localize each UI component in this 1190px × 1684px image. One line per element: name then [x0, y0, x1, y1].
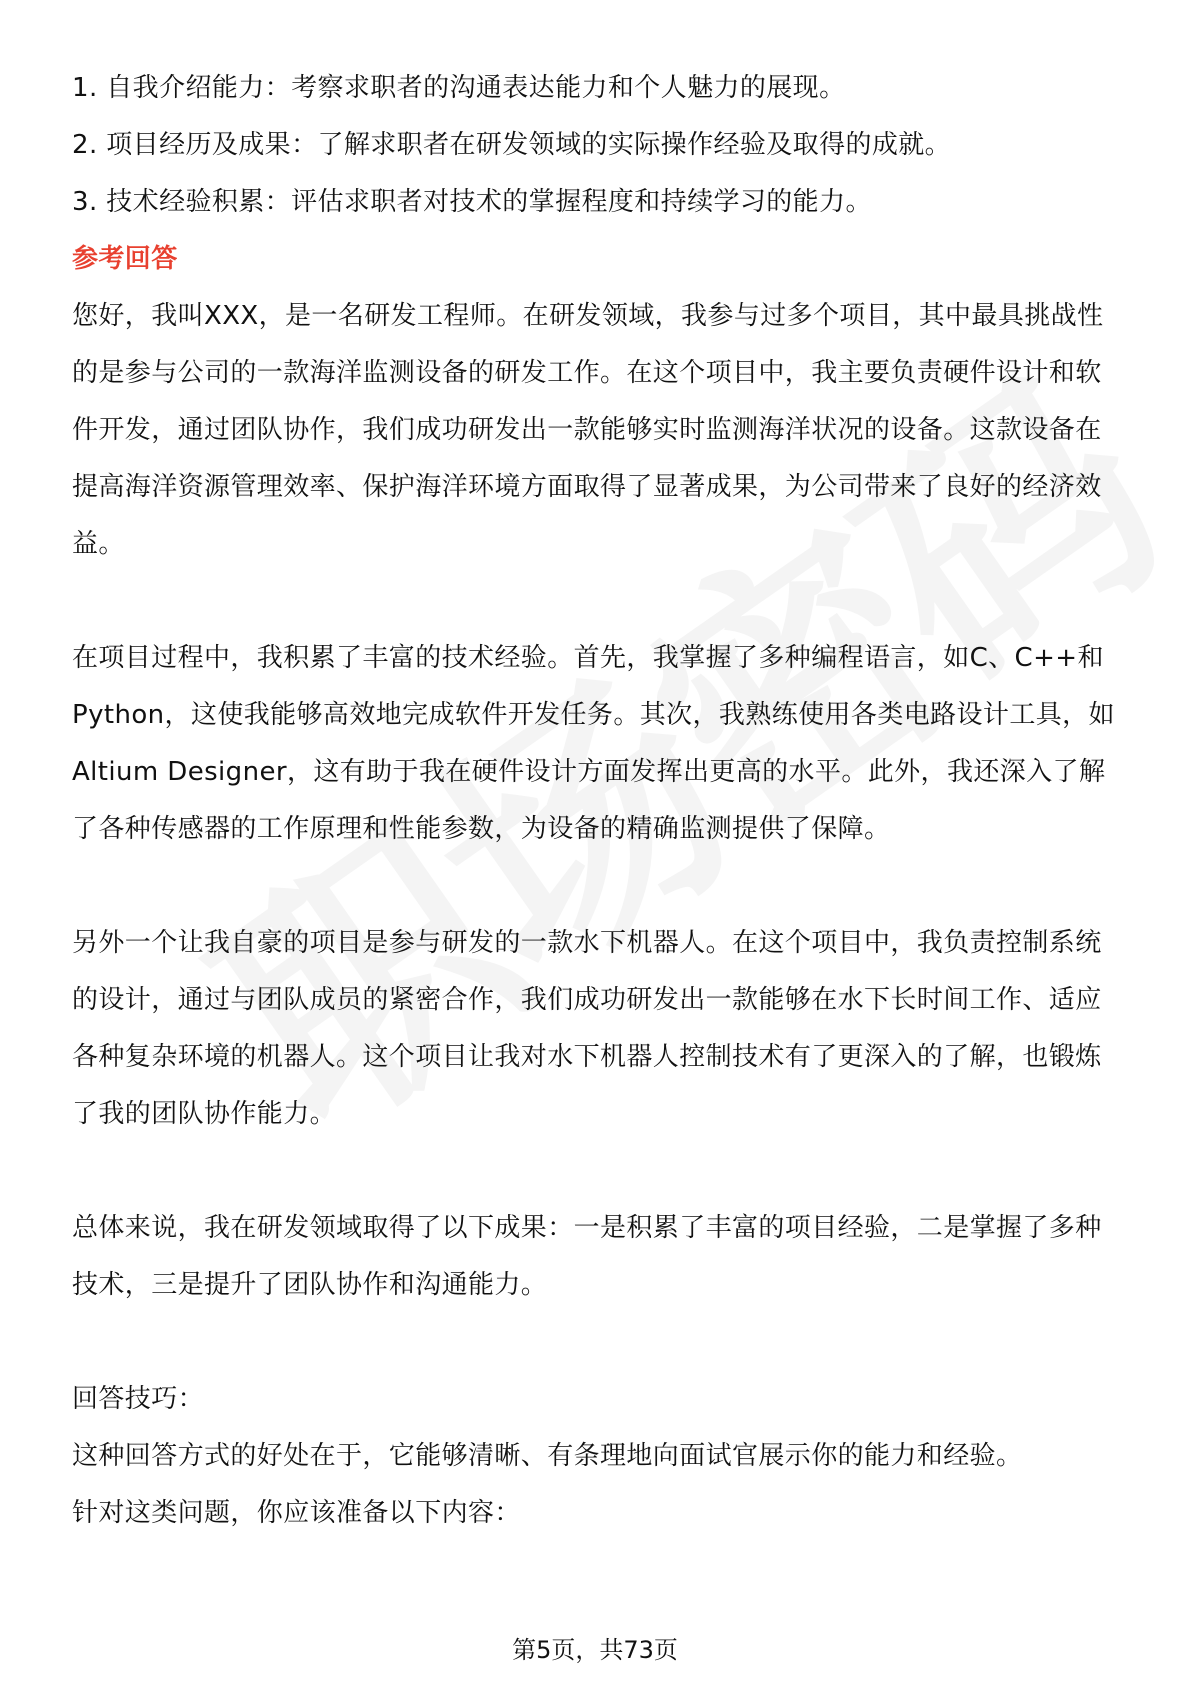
tips-line-1: 这种回答方式的好处在于，它能够清晰、有条理地向面试官展示你的能力和经验。 — [72, 1441, 1023, 1471]
criteria-item-2: 2. 项目经历及成果：了解求职者在研发领域的实际操作经验及取得的成就。 — [72, 130, 952, 160]
answer-heading: 参考回答 — [72, 244, 178, 274]
answer-paragraph-4: 总体来说，我在研发领域取得了以下成果：一是积累了丰富的项目经验，二是掌握了多种技术，三是提升了团队协作和沟通能力。 — [72, 1213, 1102, 1300]
page-content — [72, 60, 1118, 1542]
criteria-item-1: 1. 自我介绍能力：考察求职者的沟通表达能力和个人魅力的展现。 — [72, 73, 846, 103]
tips-title: 回答技巧： — [72, 1384, 205, 1414]
tips-line-2: 针对这类问题，你应该准备以下内容： — [72, 1498, 521, 1528]
answer-paragraph-3: 另外一个让我自豪的项目是参与研发的一款水下机器人。在这个项目中，我负责控制系统的设计，通过与团队成员的紧密合作，我们成功研发出一款能够在水下长时间工作、适应各种复杂环境的机器人。这个项目让我对水下机器人控制技术有了更深入的了解，也锻炼了我的团队协作能力。 — [72, 928, 1102, 1129]
page-number: 第5页，共73页 — [512, 1636, 678, 1664]
criteria-item-3: 3. 技术经验积累：评估求职者对技术的掌握程度和持续学习的能力。 — [72, 187, 872, 217]
answer-paragraph-2: 在项目过程中，我积累了丰富的技术经验。首先，我掌握了多种编程语言，如C、C++和Python，这使我能够高效地完成软件开发任务。其次，我熟练使用各类电路设计工具，如Altium Designer，这有助于我在硬件设计方面发挥出更高的水平。此外，我还深入了解了各种传感器的工作原理和性能参数，为设备的精确监测提供了保障。 — [72, 643, 1115, 844]
answer-paragraph-1: 您好，我叫XXX，是一名研发工程师。在研发领域，我参与过多个项目，其中最具挑战性的是参与公司的一款海洋监测设备的研发工作。在这个项目中，我主要负责硬件设计和软件开发，通过团队协作，我们成功研发出一款能够实时监测海洋状况的设备。这款设备在提高海洋资源管理效率、保护海洋环境方面取得了显著成果，为公司带来了良好的经济效益。 — [72, 301, 1104, 559]
